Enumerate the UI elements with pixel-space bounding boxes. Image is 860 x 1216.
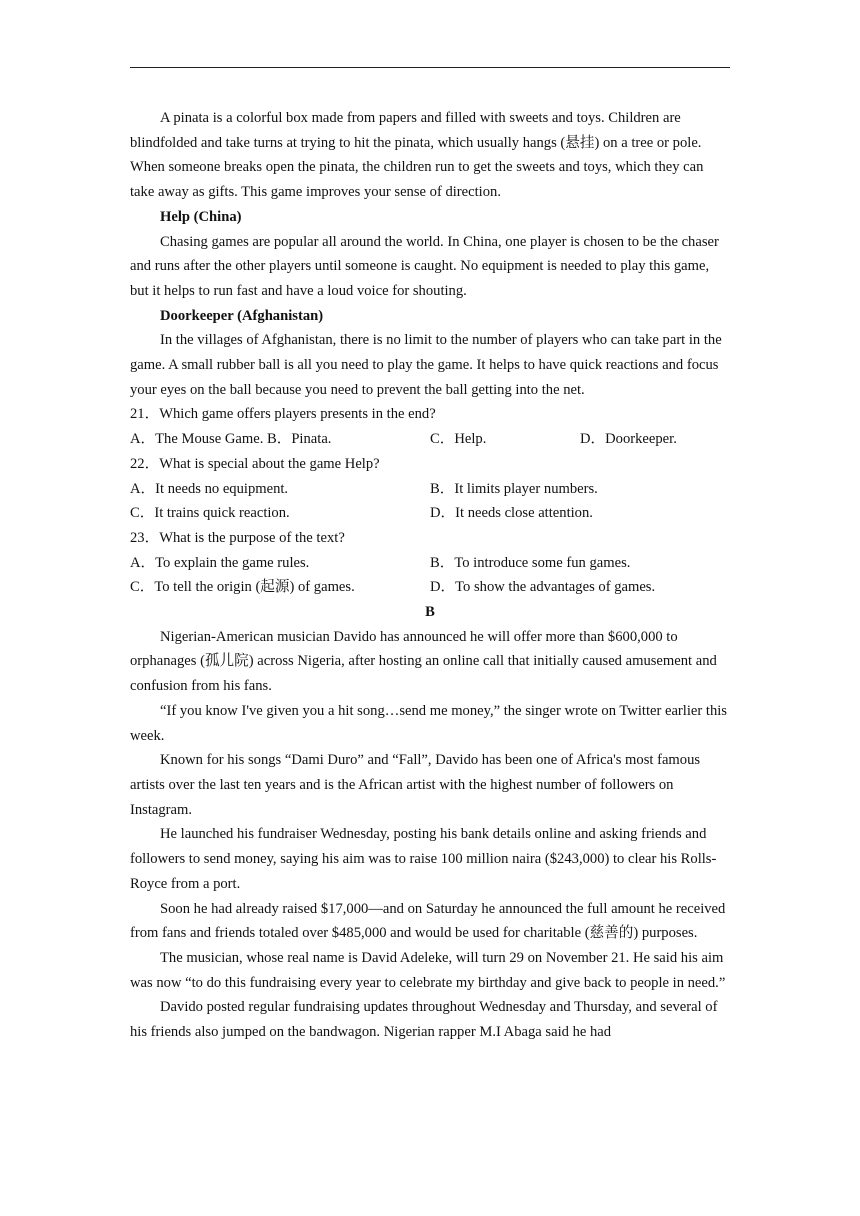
question-22-option-a: A．It needs no equipment. [130, 480, 289, 497]
doorkeeper-paragraph: In the villages of Afghanistan, there is no limit to the number of players who can take part in the game. A small rubber ball is all you need to play the game. It helps to have quick reactions and focus your eyes on the ball because you need to prevent the ball getting into the net. [130, 332, 722, 398]
passage-b-paragraph: The musician, whose real name is David Adeleke, will turn 29 on November 21. He said his aim was now “to do this fundraising every year to celebrate my birthday and give back to people in need.” [130, 949, 726, 991]
passage-b-paragraph: Soon he had already raised $17,000—and on Saturday he announced the full amount he received from fans and friends totaled over $485,000 and would be used for charitable (慈善的) purposes. [130, 900, 726, 942]
question-22-option-c: C．It trains quick reaction. [130, 505, 290, 522]
question-23-option-c: C．To tell the origin (起源) of games. [130, 579, 355, 596]
question-21-option-ab: A．The Mouse Game. B．Pinata. [130, 431, 332, 448]
doorkeeper-heading: Doorkeeper (Afghanistan) [160, 307, 324, 324]
question-22-option-b: B．It limits player numbers. [430, 480, 598, 497]
passage-b-paragraph: He launched his fundraiser Wednesday, posting his bank details online and asking friends and followers to send money, saying his aim was to raise 100 million naira ($243,000) to clear his Rolls-Royce from a port. [130, 826, 717, 892]
document-body [130, 106, 730, 1045]
question-23-options-row1 [130, 551, 730, 576]
question-22-options-row1 [130, 477, 730, 502]
question-22-option-d: D．It needs close attention. [430, 505, 593, 522]
question-22-stem: 22．What is special about the game Help? [130, 455, 380, 472]
help-heading: Help (China) [160, 208, 242, 225]
question-23-stem: 23．What is the purpose of the text? [130, 529, 345, 546]
passage-b-paragraph: “If you know I've given you a hit song…send me money,” the singer wrote on Twitter earlier this week. [130, 702, 727, 744]
question-23-option-a: A．To explain the game rules. [130, 554, 310, 571]
question-21-options [130, 427, 730, 452]
question-21-stem: 21．Which game offers players presents in the end? [130, 406, 436, 423]
question-23-option-d: D．To show the advantages of games. [430, 579, 656, 596]
pinata-paragraph: A pinata is a colorful box made from papers and filled with sweets and toys. Children are blindfolded and take turns at trying to hit the pinata, which usually hangs (悬挂) on a tree or pole. When someone breaks open the pinata, the children run to get the sweets and toys, which they can take away as gifts. This game improves your sense of direction. [130, 110, 704, 201]
header-rule [130, 67, 730, 68]
question-23-options-row2 [130, 575, 730, 600]
passage-b-paragraph: Davido posted regular fundraising updates throughout Wednesday and Thursday, and several of his friends also jumped on the bandwagon. Nigerian rapper M.I Abaga said he had [130, 999, 718, 1041]
passage-b-title: B [425, 604, 435, 621]
question-21-option-d: D．Doorkeeper. [580, 431, 677, 448]
question-21-option-c: C．Help. [430, 431, 487, 448]
help-paragraph: Chasing games are popular all around the world. In China, one player is chosen to be the chaser and runs after the other players until someone is caught. No equipment is needed to play this game, but it helps to run fast and have a loud voice for shouting. [130, 233, 719, 299]
passage-b-paragraph: Nigerian-American musician Davido has announced he will offer more than $600,000 to orphanages (孤儿院) across Nigeria, after hosting an online call that initially caused amusement and confusion from his fans. [130, 628, 717, 695]
question-23-option-b: B．To introduce some fun games. [430, 554, 631, 571]
passage-b-paragraph: Known for his songs “Dami Duro” and “Fall”, Davido has been one of Africa's most famous artists over the last ten years and is the African artist with the highest number of followers on Instagram. [130, 752, 701, 818]
question-22-options-row2 [130, 501, 730, 526]
